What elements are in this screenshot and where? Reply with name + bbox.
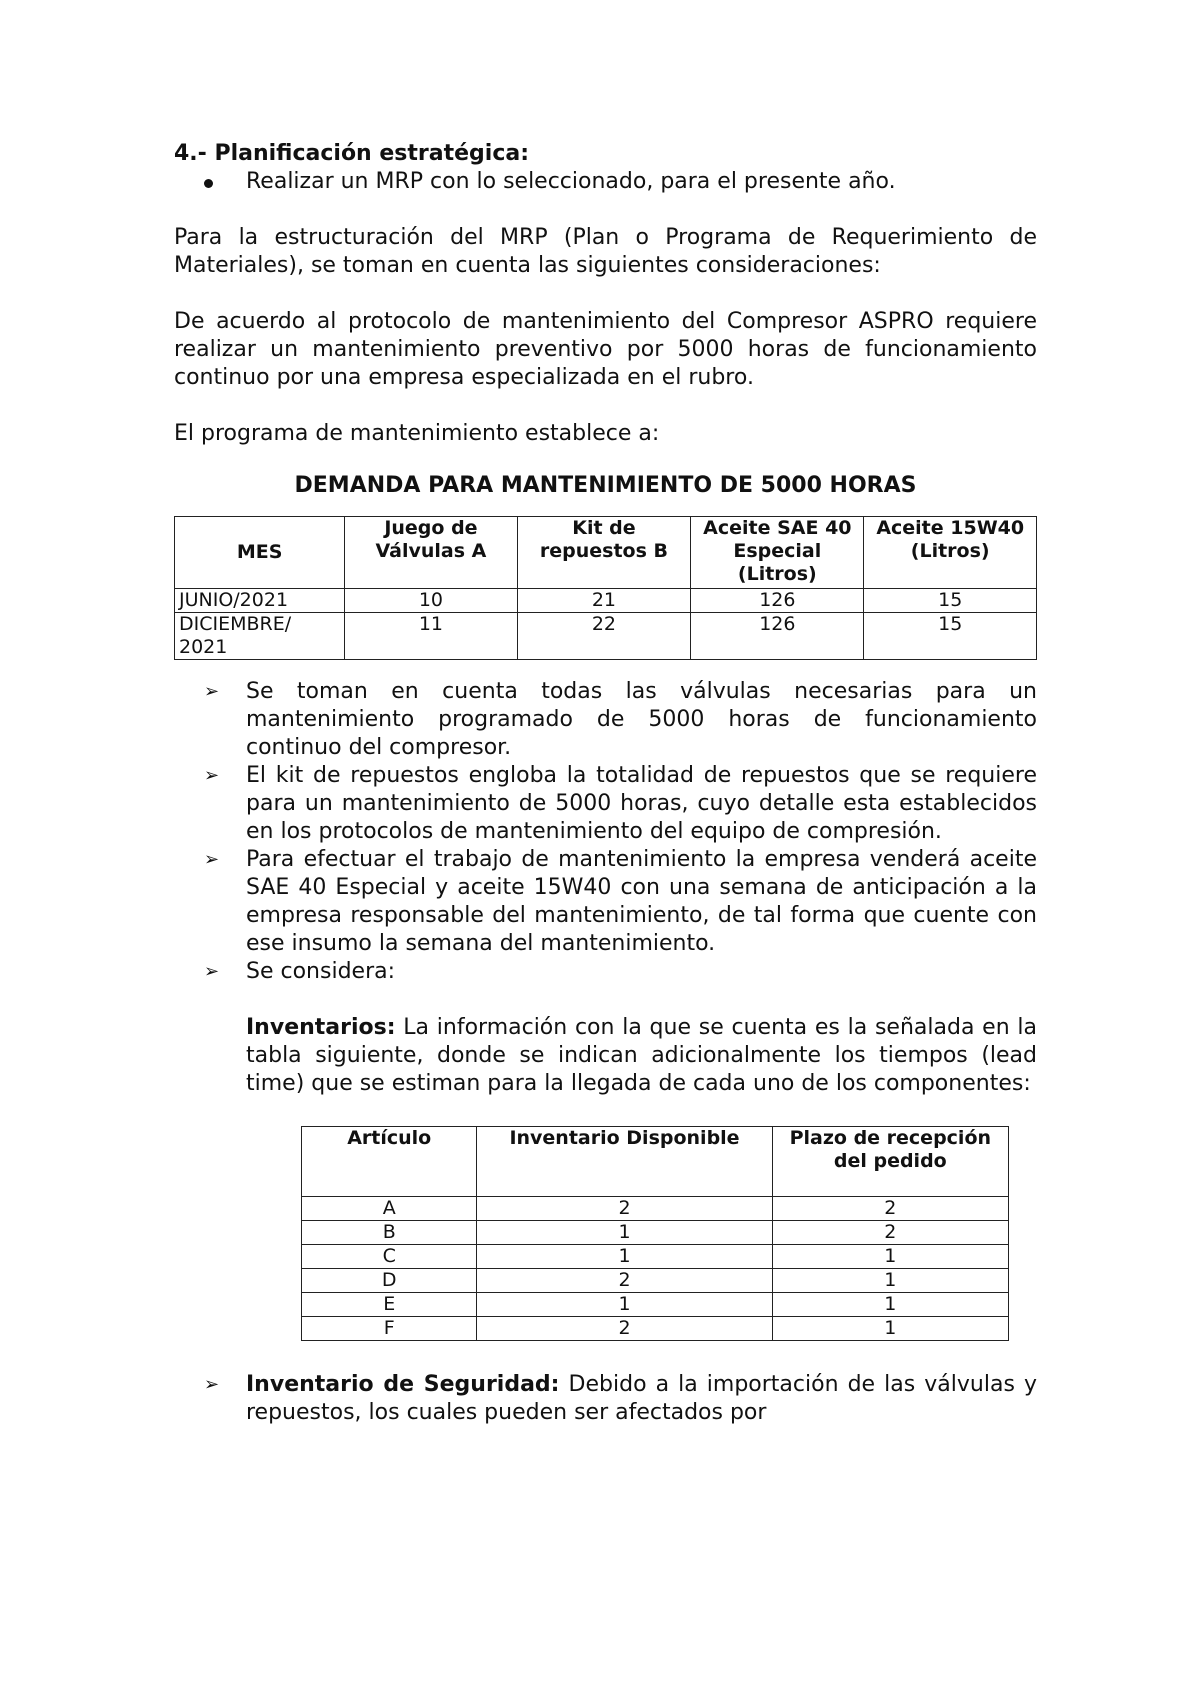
table-cell: 11 [345,613,517,660]
document-page [174,140,1037,1427]
list-item [204,958,1037,986]
table-cell: 15 [864,613,1037,660]
table-cell: 1 [477,1221,772,1245]
paragraph-program: El programa de mantenimiento establece a: [174,421,660,446]
table-cell: 1 [772,1245,1008,1269]
table-cell: 126 [691,589,864,613]
table-row [302,1197,1009,1221]
table-cell: 15 [864,589,1037,613]
table-cell: 2 [477,1269,772,1293]
inventory-header-plazo: Plazo de recepción del pedido [772,1127,1008,1197]
table-cell: 22 [517,613,691,660]
table-cell: 10 [345,589,517,613]
table-cell: D [302,1269,477,1293]
table-row [302,1245,1009,1269]
table-cell: 2 [772,1221,1008,1245]
table-cell: E [302,1293,477,1317]
inventory-header-articulo: Artículo [302,1127,477,1197]
table1-title: DEMANDA PARA MANTENIMIENTO DE 5000 HORAS [294,473,917,498]
bullet-icon [204,168,246,196]
arrow-list-seguridad [204,1371,1037,1427]
table-row [302,1269,1009,1293]
demand-header-sae40: Aceite SAE 40 Especial (Litros) [691,517,864,589]
table-cell: 1 [772,1317,1008,1341]
demand-header-valvulas: Juego de Válvulas A [345,517,517,589]
paragraph-mrp: Para la estructuración del MRP (Plan o Programa de Requerimiento de Materiales), se toman en cuenta las siguientes consideraciones: [174,225,1037,278]
demand-header-15w40: Aceite 15W40 (Litros) [864,517,1037,589]
inventarios-text: La información con la que se cuenta es la señalada en la tabla siguiente, donde se indican adicionalmente los tiempos (lead time) que se estiman para la llegada de cada uno de los componentes: [246,1015,1037,1096]
list-item-text: Se toman en cuenta todas las válvulas necesarias para un mantenimiento programado de 5000 horas de funcionamiento continuo del compresor. [246,679,1037,760]
table-cell: 1 [477,1245,772,1269]
inventory-table [301,1126,1009,1341]
arrow-bullet-icon: ➢ [204,681,220,702]
inventory-header-disponible: Inventario Disponible [477,1127,772,1197]
seguridad-label: Inventario de Seguridad: [246,1372,560,1397]
table-cell: F [302,1317,477,1341]
list-item [204,678,1037,762]
table-cell: 126 [691,613,864,660]
table-cell: B [302,1221,477,1245]
table-row [175,613,1037,660]
list-item [204,846,1037,958]
table-cell: 2 [477,1317,772,1341]
table-cell: C [302,1245,477,1269]
table-cell: 21 [517,589,691,613]
table-cell: DICIEMBRE/ 2021 [175,613,345,660]
section-heading: 4.- Planificación estratégica: [174,141,530,166]
table-cell: 2 [772,1197,1008,1221]
table-row [302,1221,1009,1245]
seguridad-text: Debido a la importación de las válvulas y repuestos, los cuales pueden ser afectados por [246,1372,1037,1425]
bullet-text: Realizar un MRP con lo seleccionado, para el presente año. [246,169,896,194]
demand-header-kit: Kit de repuestos B [517,517,691,589]
table-cell: 1 [772,1293,1008,1317]
bullet-item [204,168,1037,196]
demand-header-mes: MES [175,517,345,589]
table-row [302,1317,1009,1341]
table-cell: 1 [477,1293,772,1317]
list-item [204,1371,1037,1427]
paragraph-inventarios [246,1014,1037,1098]
arrow-bullet-icon: ➢ [204,849,220,870]
arrow-bullet-icon: ➢ [204,765,220,786]
table-cell: 2 [477,1197,772,1221]
table-row [302,1293,1009,1317]
table-row [175,589,1037,613]
list-item-text: Se considera: [246,959,396,984]
list-item [204,762,1037,846]
table-cell: A [302,1197,477,1221]
table-cell: 1 [772,1269,1008,1293]
demand-table [174,516,1037,660]
list-item-text [246,1371,1037,1427]
paragraph-protocol: De acuerdo al protocolo de mantenimiento del Compresor ASPRO requiere realizar un mantenimiento preventivo por 5000 horas de funcionamiento continuo por una empresa especializada en el rubro. [174,309,1037,390]
arrow-bullet-icon: ➢ [204,961,220,982]
list-item-text: Para efectuar el trabajo de mantenimiento la empresa venderá aceite SAE 40 Especial y aceite 15W40 con una semana de anticipación a la empresa responsable del mantenimiento, de tal forma que cuente con ese insumo la semana del mantenimiento. [246,847,1037,956]
inventarios-label: Inventarios: [246,1015,396,1040]
arrow-bullet-icon: ➢ [204,1374,220,1395]
arrow-list [204,678,1037,986]
list-item-text: El kit de repuestos engloba la totalidad de repuestos que se requiere para un mantenimiento de 5000 horas, cuyo detalle esta establecidos en los protocolos de mantenimiento del equipo de compresión. [246,763,1037,844]
table-cell: JUNIO/2021 [175,589,345,613]
